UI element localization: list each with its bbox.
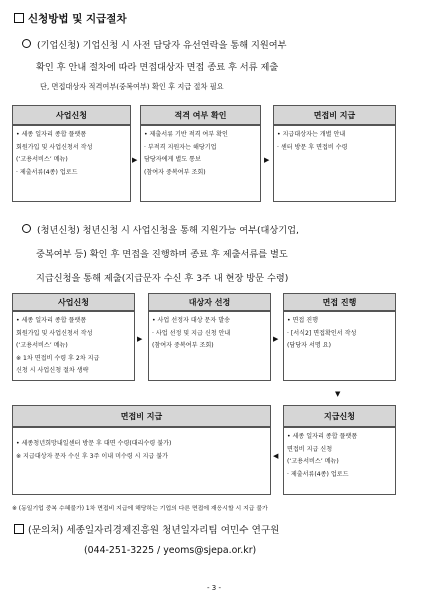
youth-flow-5-line: · 제출서류(4종) 업로드 bbox=[287, 470, 349, 478]
contact-line-1 bbox=[14, 522, 279, 536]
youth-flow-header-1: 사업신청 bbox=[12, 293, 135, 311]
youth-flow-3-line: (담당자 서명 요) bbox=[287, 342, 331, 350]
youth-flow-1-line: 신청 시 사업신청 절차 생략 bbox=[16, 367, 89, 375]
youth-flow-box-1 bbox=[12, 311, 135, 381]
arrow-right-icon: ▶ bbox=[132, 156, 138, 164]
youth-flow-box-4 bbox=[12, 427, 271, 495]
circle-bullet-icon bbox=[22, 39, 31, 48]
youth-flow-2-line: (참여자 중복여부 조회) bbox=[152, 342, 214, 350]
arrow-right-icon: ▶ bbox=[273, 335, 279, 343]
company-flow-3-line: · 센터 방문 후 면접비 수령 bbox=[277, 143, 348, 151]
youth-flow-3-line: · [서식2] 면접확인서 작성 bbox=[287, 329, 357, 337]
youth-flow-5-line: 면접비 지급 신청 bbox=[287, 445, 333, 453]
company-flow-3-line: • 지급대상자는 개별 안내 bbox=[277, 131, 346, 138]
company-flow-1-line: · 제출서류(4종) 업로드 bbox=[16, 168, 78, 176]
company-flow-2-line: 담당자에게 별도 통보 bbox=[144, 156, 201, 164]
youth-flow-header-5: 지급신청 bbox=[283, 405, 396, 427]
company-line-1 bbox=[22, 37, 287, 51]
company-flow-1-line: (‘고용서비스’ 메뉴) bbox=[16, 156, 68, 164]
youth-flow-5-line: • 세종 일자리 종합 플랫폼 bbox=[287, 433, 358, 440]
youth-flow-2-line: • 사업 선정자 대상 문자 발송 bbox=[152, 317, 231, 324]
youth-line-2: 중복여부 등) 확인 후 면접을 진행하며 종료 후 제출서류를 별도 bbox=[36, 249, 288, 260]
youth-flow-1-line: • 세종 일자리 종합 플랫폼 bbox=[16, 317, 87, 324]
company-flow-box-3 bbox=[273, 125, 396, 202]
circle-bullet-icon bbox=[22, 224, 31, 233]
youth-flow-box-5 bbox=[283, 427, 396, 495]
footnote: ※ (동일기업 중복 수혜불가) 1차 면접비 지급에 해당하는 기업의 다른 면접에 재응시할 시 지급 불가 bbox=[12, 506, 268, 512]
arrow-down-icon: ▼ bbox=[335, 390, 341, 398]
company-flow-1-line: 회원가입 및 사업신청서 작성 bbox=[16, 143, 93, 151]
company-flow-header-3: 면접비 지급 bbox=[273, 105, 396, 125]
company-flow-box-1 bbox=[12, 125, 131, 202]
youth-flow-header-2: 대상자 선정 bbox=[148, 293, 271, 311]
youth-flow-5-line: (‘고용서비스’ 메뉴) bbox=[287, 458, 339, 466]
company-note: 단, 면접대상자 적격여부(중복여부) 확인 후 지급 절차 필요 bbox=[40, 82, 224, 91]
youth-line-3: 지급신청을 통해 제출(지급문자 수신 후 3주 내 현장 방문 수령) bbox=[36, 273, 289, 284]
youth-flow-2-line: · 사업 선정 및 지급 신청 안내 bbox=[152, 329, 231, 337]
youth-line-1 bbox=[22, 222, 299, 236]
youth-flow-box-3 bbox=[283, 311, 396, 381]
youth-flow-1-line: 회원가입 및 사업신청서 작성 bbox=[16, 329, 93, 337]
company-flow-2-line: · 부적격 지원자는 해당기업 bbox=[144, 143, 217, 151]
arrow-left-icon: ◀ bbox=[273, 452, 279, 460]
company-flow-header-2: 적격 여부 확인 bbox=[140, 105, 261, 125]
youth-flow-4-line: ※ 지급대상자 문자 수신 후 3주 이내 미수령 시 지급 불가 bbox=[16, 452, 168, 460]
section-title-text: 신청방법 및 지급절차 bbox=[28, 13, 127, 25]
youth-line-1-text: (청년신청) 청년신청 시 사업신청을 통해 지원가능 여부(대상기업, bbox=[37, 225, 299, 236]
company-line-1-text: (기업신청) 기업신청 시 사전 담당자 유선연락을 통해 지원여부 bbox=[37, 40, 287, 51]
company-flow-header-1: 사업신청 bbox=[12, 105, 131, 125]
arrow-right-icon: ▶ bbox=[264, 156, 270, 164]
company-flow-1-line: • 세종 일자리 종합 플랫폼 bbox=[16, 131, 87, 138]
company-line-2: 확인 후 안내 절차에 따라 면접대상자 면접 종료 후 서류 제출 bbox=[36, 62, 279, 73]
contact-line-2: (044-251-3225 / yeoms@sjepa.or.kr) bbox=[84, 545, 257, 556]
company-flow-2-line: (참여자 중복여부 조회) bbox=[144, 168, 206, 176]
page-number: - 3 - bbox=[207, 584, 221, 592]
contact-line-1-text: (문의처) 세종일자리경제진흥원 청년일자리팀 여민수 연구원 bbox=[28, 525, 280, 536]
youth-flow-4-line: • 세종청년희망내일센터 방문 후 대면 수령(대리수령 불가) bbox=[16, 440, 172, 447]
youth-flow-header-3: 면접 진행 bbox=[283, 293, 396, 311]
youth-flow-1-line: ※ 1차 면접비 수령 후 2차 지급 bbox=[16, 354, 100, 362]
arrow-right-icon: ▶ bbox=[137, 335, 143, 343]
company-flow-box-2 bbox=[140, 125, 261, 202]
youth-flow-box-2 bbox=[148, 311, 271, 381]
company-flow-2-line: • 제출서류 기반 적격 여부 확인 bbox=[144, 131, 228, 138]
youth-flow-1-line: (‘고용서비스’ 메뉴) bbox=[16, 342, 68, 350]
section-title bbox=[14, 11, 127, 26]
checkbox-square-icon bbox=[14, 13, 24, 23]
youth-flow-3-line: • 면접 진행 bbox=[287, 317, 319, 324]
checkbox-square-icon bbox=[14, 524, 24, 534]
youth-flow-header-4: 면접비 지급 bbox=[12, 405, 271, 427]
